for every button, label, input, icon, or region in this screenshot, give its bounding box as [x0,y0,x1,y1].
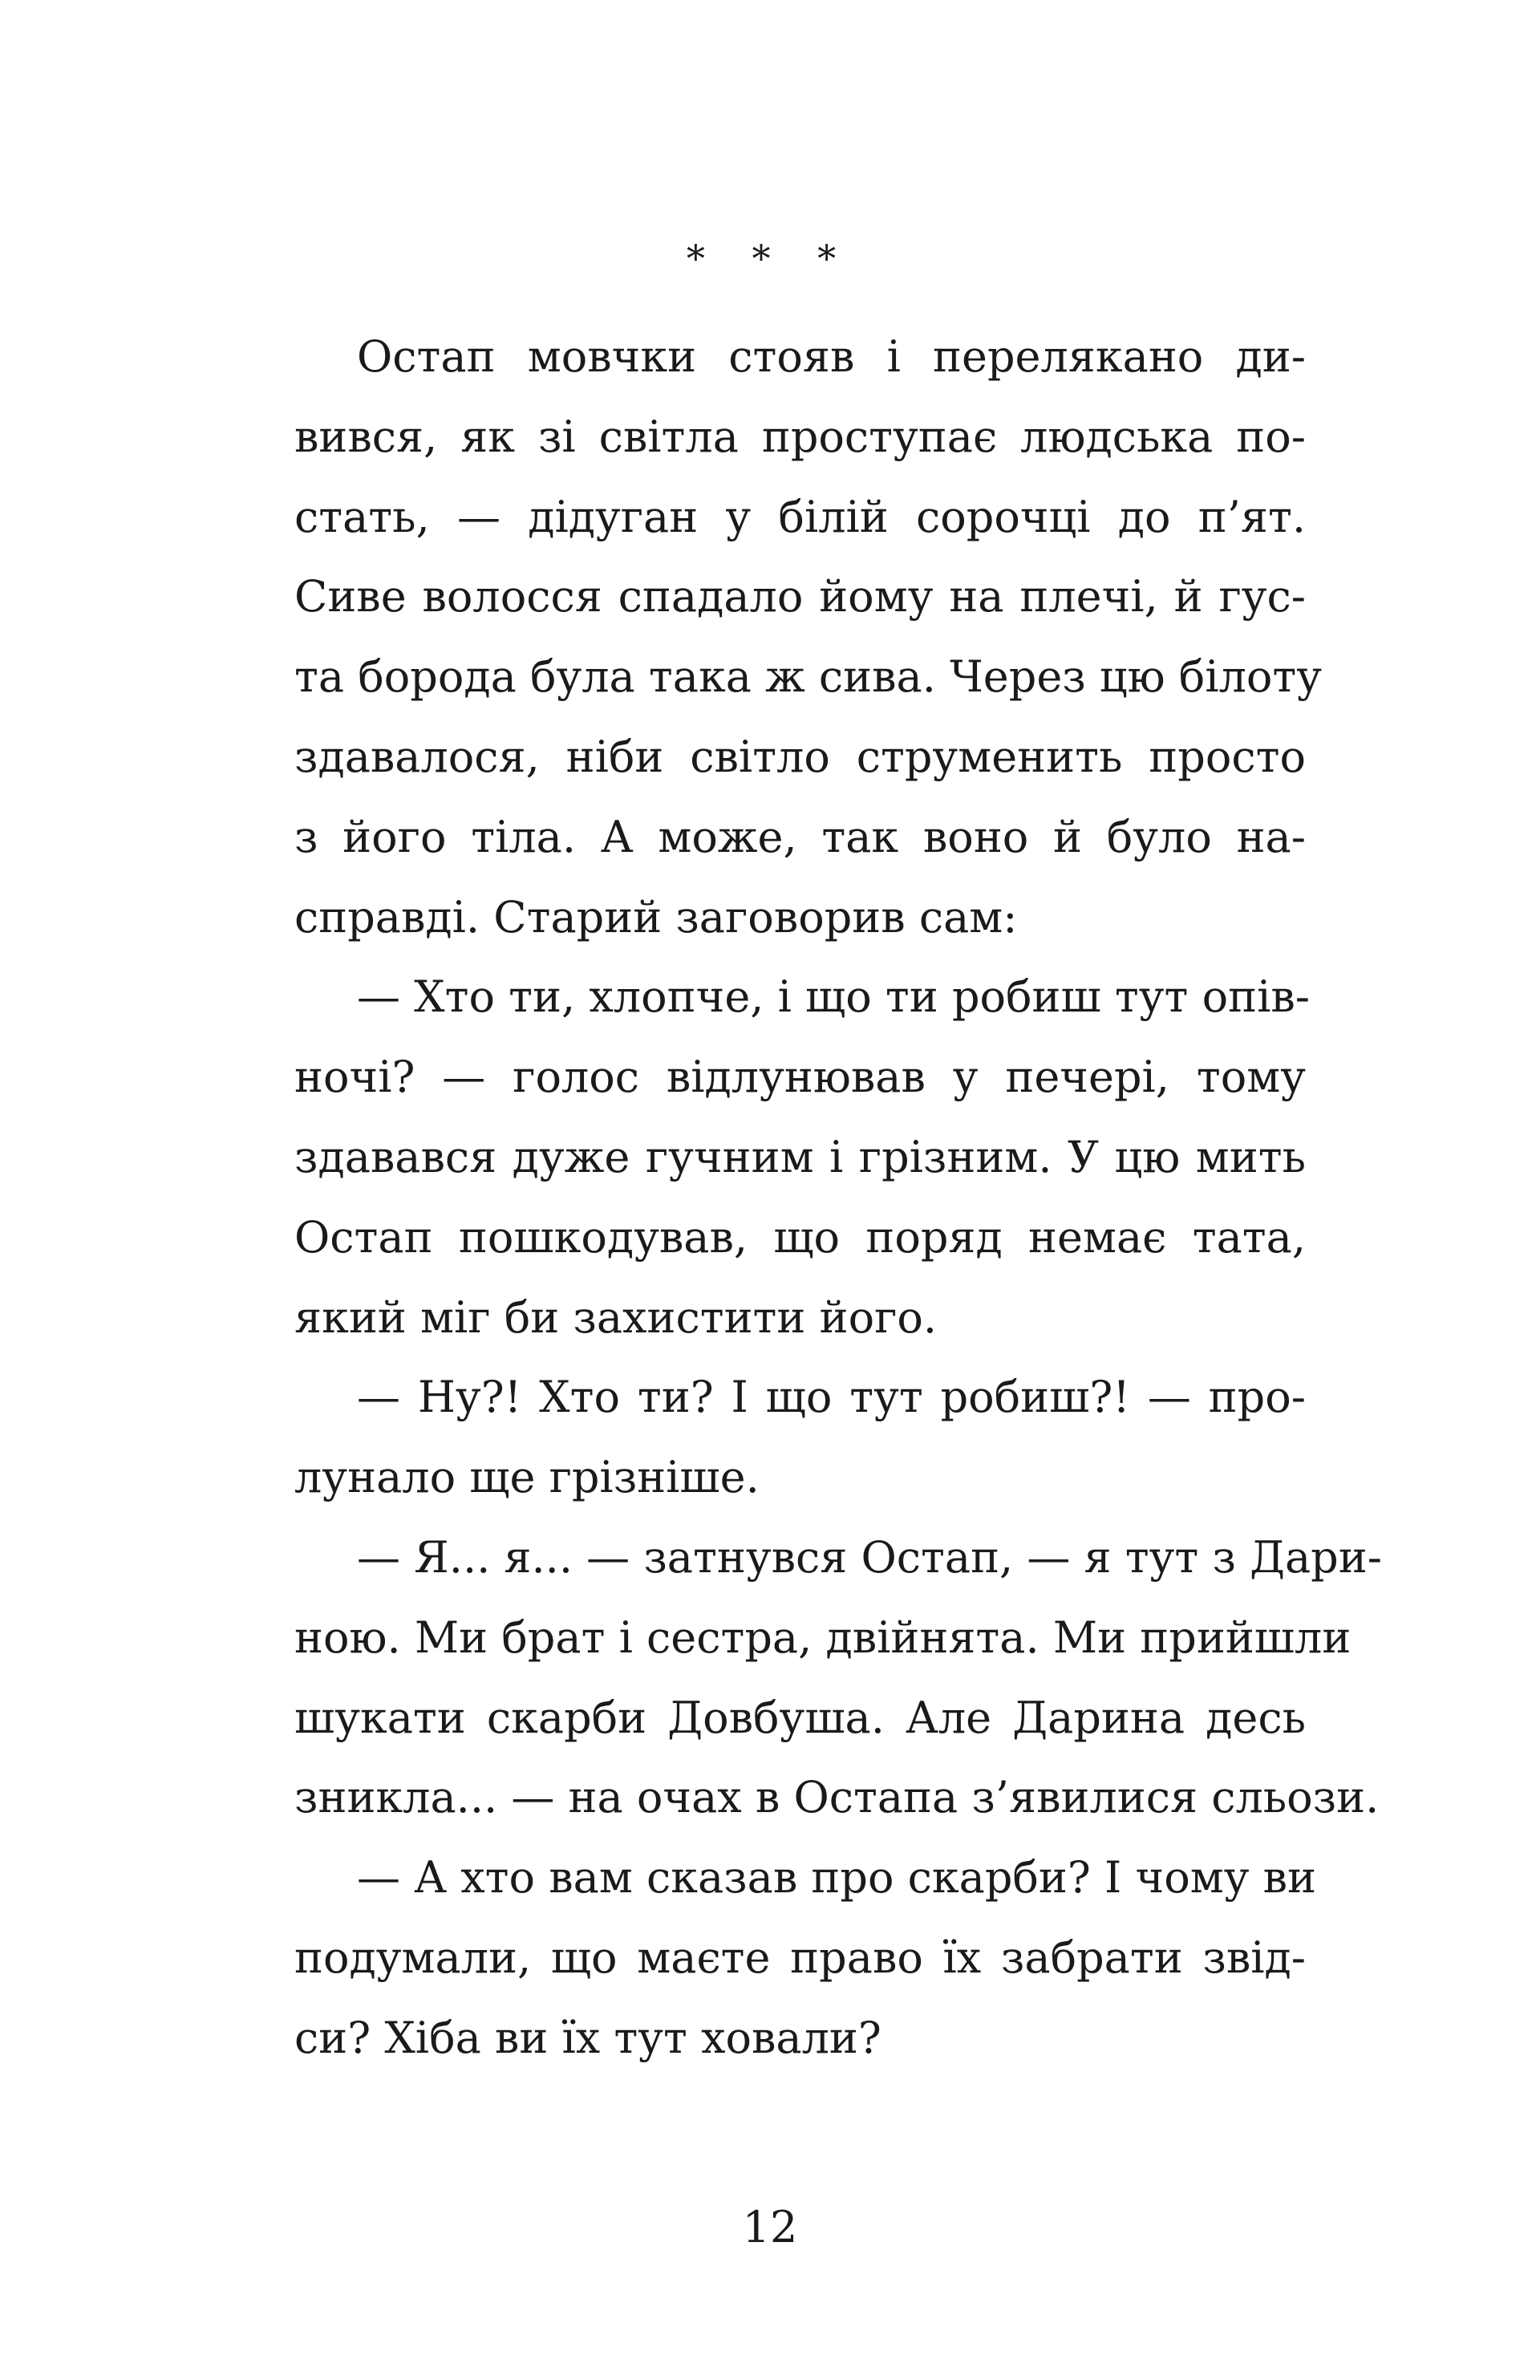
text-line: Остап пошкодував, що поряд немає тата, [294,1211,1306,1263]
text-line: вився, як зі світла проступає людська по- [294,411,1306,462]
text-line: Сиве волосся спадало йому на плечі, й гус- [294,571,1306,622]
text-line: зникла... — на очах в Остапа з’явилися сльози. [294,1772,1380,1823]
text-line: шукати скарби Довбуша. Але Дарина десь [294,1692,1306,1743]
text-line: лунало ще грізніше. [294,1452,760,1503]
text-line: стать, — дідуган у білій сорочці до п’ят. [294,491,1306,542]
text-line: здавалося, ніби світло струменить просто [294,731,1306,782]
text-line: подумали, що маєте право їх забрати звід- [294,1932,1306,1983]
text-line: си? Хіба ви їх тут ховали? [294,2012,881,2063]
section-break-asterisks: * * * [686,237,854,280]
text-line: здавався дуже гучним і грізним. У цю мить [294,1131,1306,1182]
text-line: — Хто ти, хлопче, і що ти робиш тут опів- [357,971,1310,1023]
page-number: 12 [742,2202,798,2252]
text-line: — Я... я... — затнувся Остап, — я тут з Дари- [357,1531,1382,1583]
text-line: ною. Ми брат і сестра, двійнята. Ми прийшли [294,1612,1352,1663]
text-line: — Ну?! Хто ти? І що тут робиш?! — про- [357,1372,1306,1423]
text-line: справді. Старий заговорив сам: [294,891,1018,943]
text-line: Остап мовчки стояв і перелякано ди- [357,331,1306,382]
text-line: та борода була така ж сива. Через цю білоту [294,651,1323,703]
text-line: з його тіла. А може, так воно й було на- [294,811,1306,862]
text-line: — А хто вам сказав про скарби? І чому ви [357,1852,1317,1904]
text-line: який міг би захистити його. [294,1291,938,1343]
body-text [294,317,1382,2078]
text-line: ночі? — голос відлунював у печері, тому [294,1052,1306,1103]
